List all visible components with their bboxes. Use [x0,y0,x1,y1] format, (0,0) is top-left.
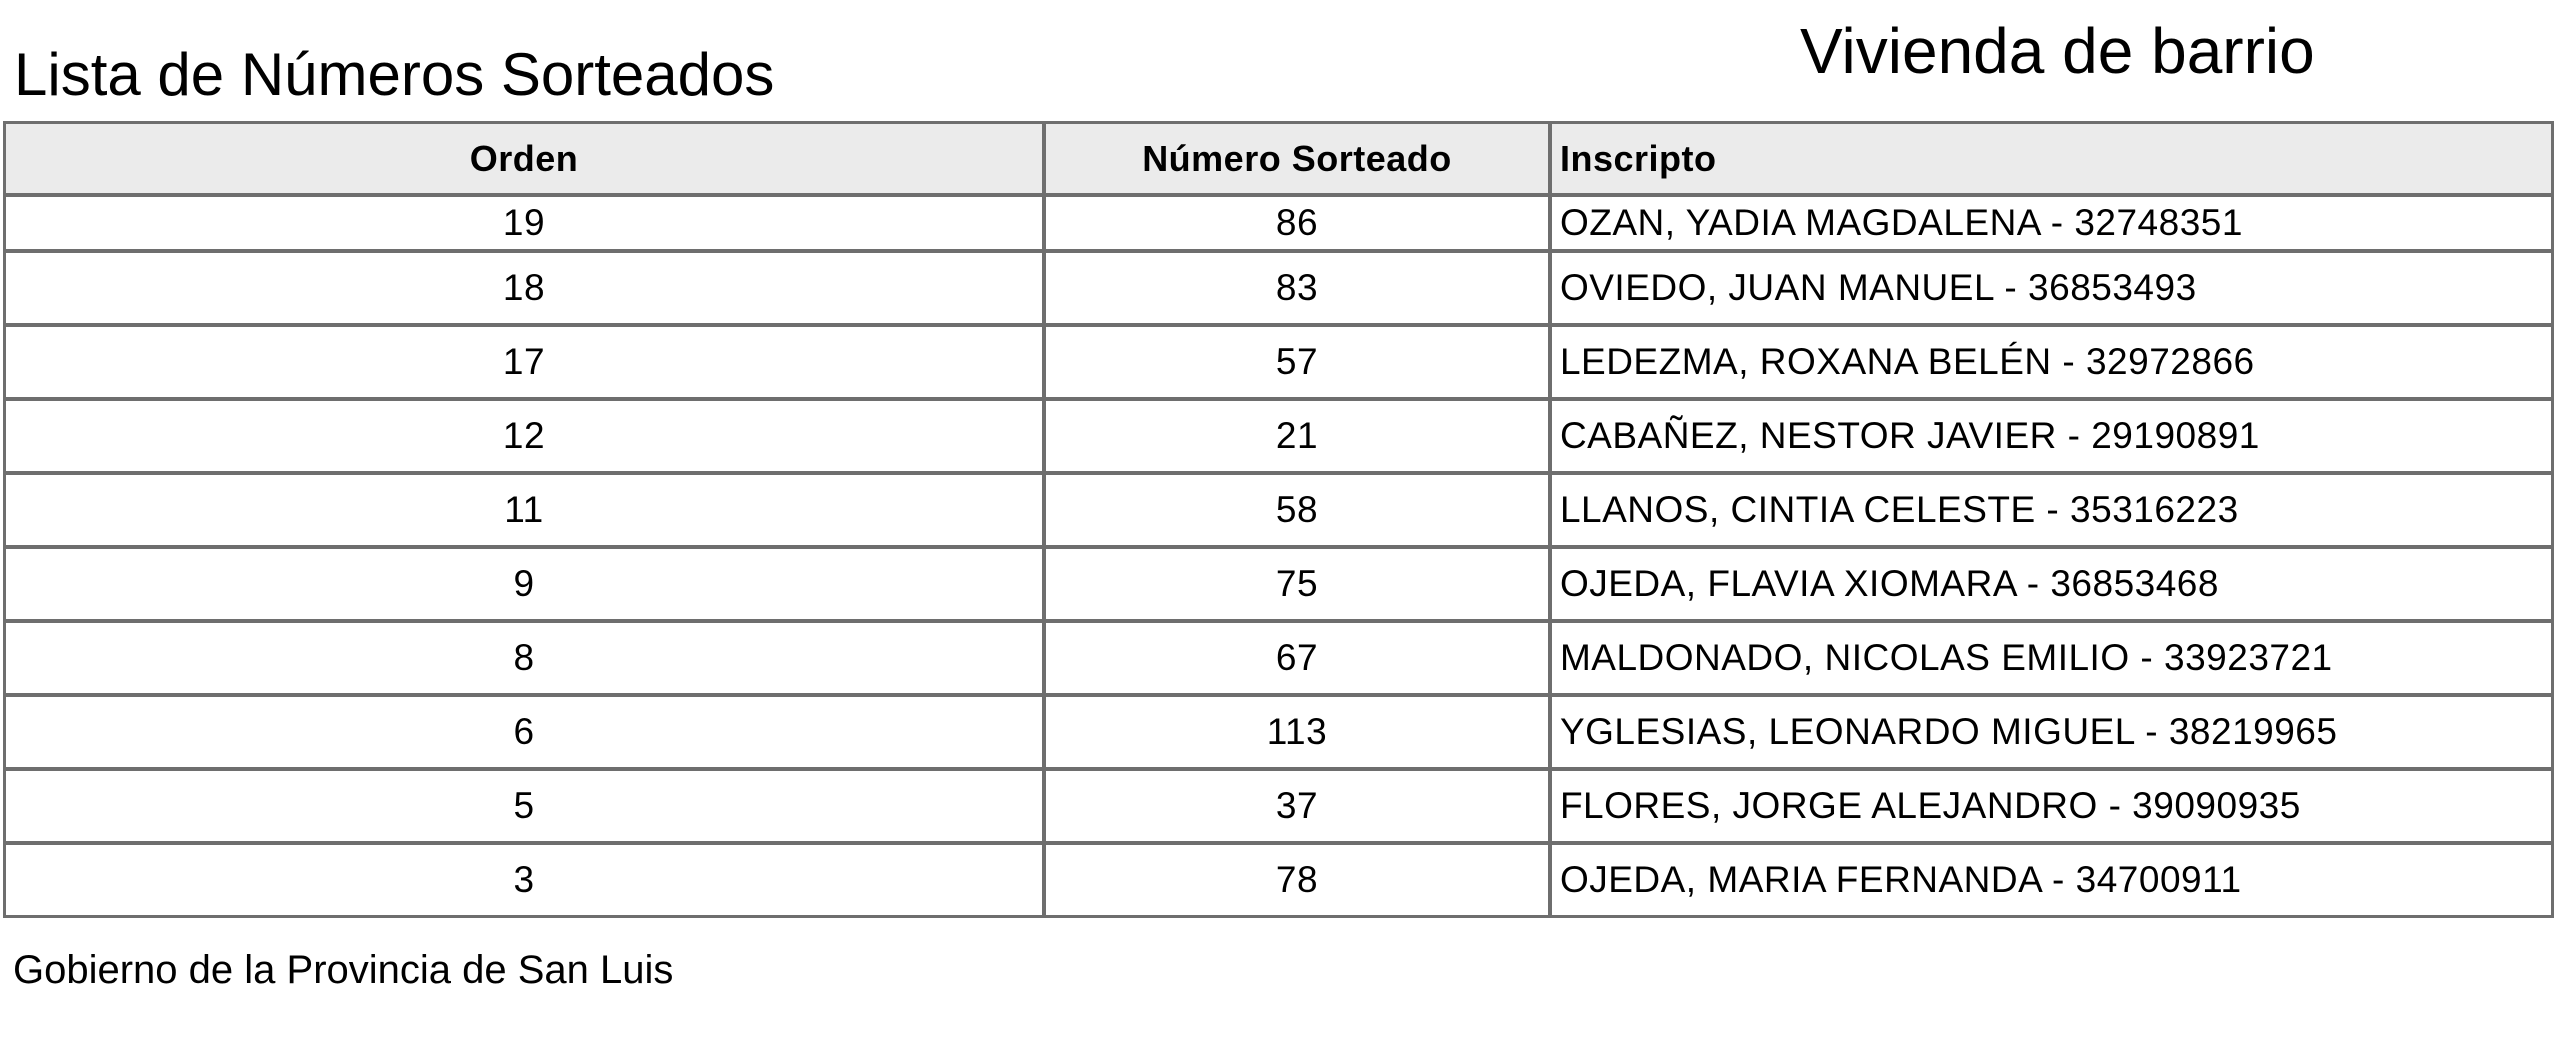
sorteo-table [3,121,2554,918]
orden-cell: 6 [4,695,1044,769]
orden-cell: 5 [4,769,1044,843]
table-header-row [4,122,2553,195]
inscripto-cell: OZAN, YADIA MAGDALENA - 32748351 [1550,195,2553,251]
numero-cell: 67 [1044,621,1550,695]
table-row [4,325,2553,399]
table-row [4,399,2553,473]
numero-cell: 58 [1044,473,1550,547]
table-body [4,195,2553,917]
numero-cell: 21 [1044,399,1550,473]
numero-cell: 75 [1044,547,1550,621]
numero-cell: 86 [1044,195,1550,251]
numero-cell: 113 [1044,695,1550,769]
inscripto-cell: LLANOS, CINTIA CELESTE - 35316223 [1550,473,2553,547]
inscripto-cell: OJEDA, MARIA FERNANDA - 34700911 [1550,843,2553,917]
column-header-numero-sorteado: Número Sorteado [1044,122,1550,195]
column-header-inscripto: Inscripto [1550,122,2553,195]
inscripto-cell: OVIEDO, JUAN MANUEL - 36853493 [1550,251,2553,325]
table-row [4,695,2553,769]
orden-cell: 18 [4,251,1044,325]
numero-cell: 57 [1044,325,1550,399]
table-row [4,843,2553,917]
inscripto-cell: OJEDA, FLAVIA XIOMARA - 36853468 [1550,547,2553,621]
table-row [4,251,2553,325]
column-header-orden: Orden [4,122,1044,195]
table-row [4,621,2553,695]
orden-cell: 8 [4,621,1044,695]
inscripto-cell: LEDEZMA, ROXANA BELÉN - 32972866 [1550,325,2553,399]
orden-cell: 11 [4,473,1044,547]
numero-cell: 83 [1044,251,1550,325]
inscripto-cell: CABAÑEZ, NESTOR JAVIER - 29190891 [1550,399,2553,473]
numero-cell: 37 [1044,769,1550,843]
orden-cell: 12 [4,399,1044,473]
inscripto-cell: YGLESIAS, LEONARDO MIGUEL - 38219965 [1550,695,2553,769]
table-row [4,195,2553,251]
orden-cell: 19 [4,195,1044,251]
footer-text: Gobierno de la Provincia de San Luis [13,948,674,992]
table-row [4,547,2553,621]
orden-cell: 9 [4,547,1044,621]
inscripto-cell: FLORES, JORGE ALEJANDRO - 39090935 [1550,769,2553,843]
inscripto-cell: MALDONADO, NICOLAS EMILIO - 33923721 [1550,621,2553,695]
page-title: Lista de Números Sorteados [14,41,775,108]
table-row [4,473,2553,547]
numero-cell: 78 [1044,843,1550,917]
orden-cell: 17 [4,325,1044,399]
orden-cell: 3 [4,843,1044,917]
program-title: Vivienda de barrio [1800,15,2315,87]
table-row [4,769,2553,843]
